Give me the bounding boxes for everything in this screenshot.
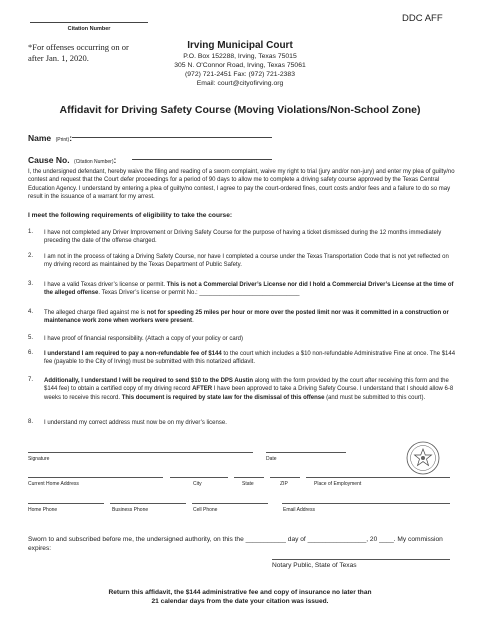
employment-label: Place of Employment bbox=[314, 481, 362, 487]
zip-label: ZIP bbox=[280, 481, 288, 487]
home-phone-label: Home Phone bbox=[28, 507, 58, 513]
name-sublabel: (Print) bbox=[55, 137, 70, 143]
date-label: Date bbox=[266, 456, 277, 462]
employment-line[interactable] bbox=[306, 477, 450, 478]
court-address-po: P.O. Box 152288, Irving, Texas 75015 bbox=[183, 53, 297, 60]
notary-label: Notary Public, State of Texas bbox=[272, 562, 357, 569]
cell-phone-line[interactable] bbox=[192, 503, 268, 504]
cause-sublabel: (Citation Number) bbox=[74, 159, 114, 165]
city-seal-icon bbox=[406, 441, 440, 475]
email-address-line[interactable] bbox=[282, 503, 450, 504]
requirement-item-2: 2. I am not in the process of taking a Driving Safety Course, nor have I completed a course under the Texas Transportation Code that is not yet reflected on my driving record as maintained by the Texas Department of Public Safety. bbox=[28, 253, 449, 269]
footer-instructions bbox=[0, 588, 480, 606]
cell-phone-label: Cell Phone bbox=[193, 507, 218, 513]
requirements-heading: I meet the following requirements of eligibility to take the course: bbox=[28, 212, 233, 219]
court-address-street: 305 N. O'Connor Road, Irving, Texas 75061 bbox=[174, 62, 306, 69]
requirement-item-6: 6. I understand I am required to pay a non-refundable fee of $144 to the court which includes a $10 non-refundable Administrative Fine at once. The $144 fee (payable to the City of Irving) must be submitted with this notarized affidavit. bbox=[28, 350, 456, 366]
form-code: DDC AFF bbox=[402, 13, 443, 24]
cause-field-row: Cause No. (Citation Number): bbox=[28, 155, 117, 165]
business-phone-line[interactable] bbox=[110, 503, 186, 504]
requirement-item-8: 8. I understand my correct address must now be on my driver’s license. bbox=[28, 419, 227, 426]
signature-label: Signature bbox=[28, 456, 50, 462]
requirement-item-4: 4. The alleged charge filed against me is not for speeding 25 miles per hour or more over the posted limit nor was it committed in a construction or maintenance work zone when workers were present. bbox=[28, 309, 449, 325]
footer-line-1: Return this affidavit, the $144 administrative fee and copy of insurance no later than bbox=[108, 589, 372, 596]
requirement-item-1: 1. I have not completed any Driver Improvement or Driving Safety Course for the purpose of having a ticket dismissed during the 12 months immediately preceding the date of the offense charged. bbox=[28, 229, 442, 245]
cause-input-line[interactable] bbox=[132, 159, 272, 160]
state-label: State bbox=[242, 481, 254, 487]
home-address-line[interactable] bbox=[28, 477, 163, 478]
email-address-label: Email Address bbox=[283, 507, 315, 513]
signature-line[interactable] bbox=[28, 452, 253, 453]
state-line[interactable] bbox=[234, 477, 264, 478]
requirement-item-3: 3. I have a valid Texas driver’s license or permit. This is not a Commercial Driver’s License nor did I hold a Commercial Driver’s License at the time of the alleged offense. Texas Driver’s license or permit No.: ______________________________ bbox=[28, 281, 454, 297]
citation-number-line[interactable] bbox=[30, 22, 148, 23]
footer-line-2: 21 calendar days from the date your citation was issued. bbox=[151, 598, 329, 605]
name-input-line[interactable] bbox=[72, 137, 272, 138]
form-title: Affidavit for Driving Safety Course (Moving Violations/Non-School Zone) bbox=[59, 104, 421, 116]
requirement-item-5: 5. I have proof of financial responsibility. (Attach a copy of your policy or card) bbox=[28, 335, 243, 342]
citation-number-label: Citation Number bbox=[67, 26, 111, 32]
zip-line[interactable] bbox=[270, 477, 300, 478]
business-phone-label: Business Phone bbox=[112, 507, 149, 513]
home-phone-line[interactable] bbox=[28, 503, 104, 504]
city-line[interactable] bbox=[170, 477, 228, 478]
intro-paragraph: I, the undersigned defendant, hereby waive the filing and reading of a sworn complaint, waive my right to trial (jury and/or non-jury) and enter my plea of guilty/no contest and request that the Court defer proceedings for a period of 90 days to allow me to complete a driving safety course approved by the Texas Central Education Agency. I understand by entering a plea of guilty/no contest, I agree to pay the court-ordered fines, court costs and/or fees and a failure to do so may result in the issuance of a warrant for my arrest. bbox=[28, 169, 455, 200]
home-address-label: Current Home Address bbox=[28, 481, 79, 487]
city-label: City bbox=[193, 481, 202, 487]
name-field-row: Name (Print): bbox=[28, 133, 73, 143]
court-name: Irving Municipal Court bbox=[187, 40, 293, 51]
cause-label: Cause No. bbox=[28, 155, 70, 165]
date-line[interactable] bbox=[266, 452, 346, 453]
sworn-statement: Sworn to and subscribed before me, the undersigned authority, on this the ___________ day of ________________, 20 ____. My commission expires: bbox=[28, 536, 443, 552]
name-label: Name bbox=[28, 133, 52, 143]
court-email: Email: court@cityofirving.org bbox=[196, 80, 284, 87]
court-phone-fax: (972) 721-2451 Fax: (972) 721-2383 bbox=[185, 71, 295, 78]
offense-note: *For offenses occurring on or after Jan. 1, 2020. bbox=[28, 42, 129, 63]
notary-signature-line[interactable] bbox=[272, 559, 450, 560]
requirement-item-7: 7. Additionally, I understand I will be required to send $10 to the DPS Austin along with the form provided by the court after receiving this form and the $144 fee) to obtain a certified copy of my driving record AFTER I have been approved to take a Driving Safety Course. I understand that I should allow 6-8 weeks to receive this record. This document is required by state law for the dismissal of this offense (and must be submitted to this court). bbox=[28, 377, 454, 401]
